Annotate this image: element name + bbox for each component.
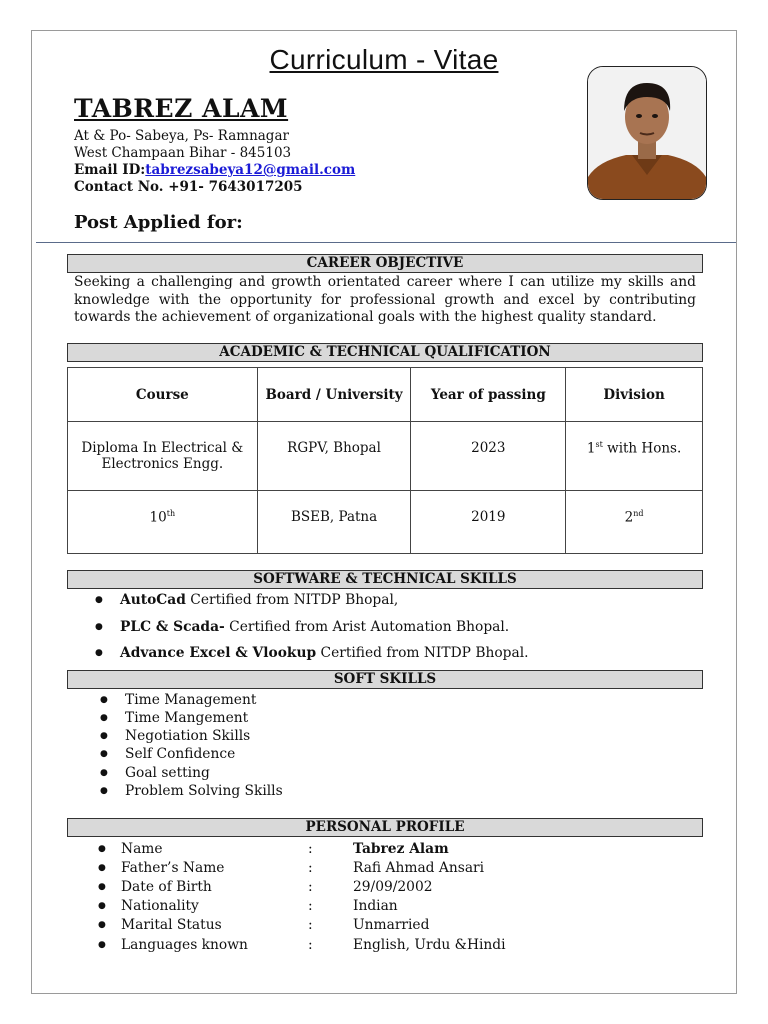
skill-detail: Certified from NITDP Bhopal. bbox=[316, 645, 529, 661]
skill-detail: Certified from NITDP Bhopal, bbox=[185, 592, 399, 608]
table-row bbox=[68, 491, 703, 554]
profile-colon: : bbox=[308, 937, 313, 953]
email-row bbox=[74, 162, 355, 179]
profile-colon: : bbox=[308, 841, 313, 857]
career-objective-text: Seeking a challenging and growth orientated career where I can utilize my skills and knowledge with the opportunity for professional growth and excel by contributing towards the achievement of organizational goals with the highest quality standard. bbox=[74, 274, 696, 325]
column-header: Year of passing bbox=[411, 368, 566, 422]
column-header: Board / University bbox=[257, 368, 411, 422]
qualification-table bbox=[67, 367, 703, 554]
table-cell: BSEB, Patna bbox=[257, 491, 411, 554]
section-career-objective: CAREER OBJECTIVE bbox=[67, 254, 703, 273]
soft-skill-item: ● Time Mangement bbox=[125, 710, 248, 726]
soft-skill-item: ● Goal setting bbox=[125, 765, 210, 781]
profile-value: 29/09/2002 bbox=[353, 879, 433, 895]
table-cell: RGPV, Bhopal bbox=[257, 422, 411, 491]
skill-detail: Certified from Arist Automation Bhopal. bbox=[224, 619, 510, 635]
profile-value: English, Urdu &Hindi bbox=[353, 937, 506, 953]
skill-name: AutoCad bbox=[120, 592, 186, 608]
soft-skill-item: ● Negotiation Skills bbox=[125, 728, 250, 744]
table-header-row bbox=[68, 368, 703, 422]
profile-colon: : bbox=[308, 879, 313, 895]
contact-number: Contact No. +91- 7643017205 bbox=[74, 179, 303, 195]
skill-name: PLC & Scada- bbox=[120, 619, 225, 635]
address-line-2: West Champaan Bihar - 845103 bbox=[74, 145, 292, 161]
document-title: Curriculum - Vitae bbox=[269, 44, 499, 75]
profile-label: ● Father’s Name bbox=[121, 860, 224, 876]
column-header: Division bbox=[566, 368, 703, 422]
email-label: Email ID: bbox=[74, 162, 146, 178]
profile-colon: : bbox=[308, 917, 313, 933]
soft-skill-item: ● Self Confidence bbox=[125, 746, 235, 762]
soft-skill-item: ● Time Management bbox=[125, 692, 256, 708]
division-suffix: st bbox=[595, 440, 603, 449]
email-link[interactable]: tabrezsabeya12@gmail.com bbox=[145, 162, 356, 178]
table-cell: 2023 bbox=[411, 422, 566, 491]
post-applied-heading: Post Applied for: bbox=[74, 212, 243, 233]
profile-label: ● Name bbox=[121, 841, 163, 857]
section-soft-skills: SOFT SKILLS bbox=[67, 670, 703, 689]
address-line-1: At & Po- Sabeya, Ps- Ramnagar bbox=[74, 128, 289, 144]
soft-skill-item: ● Problem Solving Skills bbox=[125, 783, 283, 799]
section-software-skills: SOFTWARE & TECHNICAL SKILLS bbox=[67, 570, 703, 589]
table-cell: Diploma In Electrical & Electronics Engg. bbox=[68, 422, 258, 491]
division-rest: with Hons. bbox=[602, 440, 682, 457]
course-suffix: th bbox=[166, 509, 176, 518]
division-number: 1 bbox=[586, 440, 596, 457]
table-cell bbox=[566, 422, 703, 491]
table-cell: 2019 bbox=[411, 491, 566, 554]
header-divider bbox=[36, 242, 736, 243]
profile-value: Rafi Ahmad Ansari bbox=[353, 860, 485, 876]
candidate-name: TABREZ ALAM bbox=[74, 94, 289, 123]
profile-colon: : bbox=[308, 898, 313, 914]
profile-label: ● Nationality bbox=[121, 898, 199, 914]
column-header: Course bbox=[68, 368, 258, 422]
skill-name: Advance Excel & Vlookup bbox=[120, 645, 317, 661]
table-cell bbox=[566, 491, 703, 554]
table-row bbox=[68, 422, 703, 491]
division-suffix: nd bbox=[633, 509, 644, 518]
division-number: 2 bbox=[624, 509, 634, 526]
profile-label: ● Marital Status bbox=[121, 917, 222, 933]
profile-label: ● Languages known bbox=[121, 937, 248, 953]
section-academic-qualification: ACADEMIC & TECHNICAL QUALIFICATION bbox=[67, 343, 703, 362]
profile-value: Indian bbox=[353, 898, 398, 914]
person-portrait-image bbox=[588, 67, 706, 199]
profile-value: Unmarried bbox=[353, 917, 430, 933]
software-skill-item bbox=[120, 645, 529, 661]
section-personal-profile: PERSONAL PROFILE bbox=[67, 818, 703, 837]
software-skill-item bbox=[120, 592, 398, 608]
profile-colon: : bbox=[308, 860, 313, 876]
course-number: 10 bbox=[149, 509, 167, 526]
profile-photo bbox=[587, 66, 707, 200]
table-cell bbox=[68, 491, 258, 554]
software-skill-item bbox=[120, 619, 509, 635]
profile-label: ● Date of Birth bbox=[121, 879, 212, 895]
profile-value: Tabrez Alam bbox=[353, 841, 449, 857]
